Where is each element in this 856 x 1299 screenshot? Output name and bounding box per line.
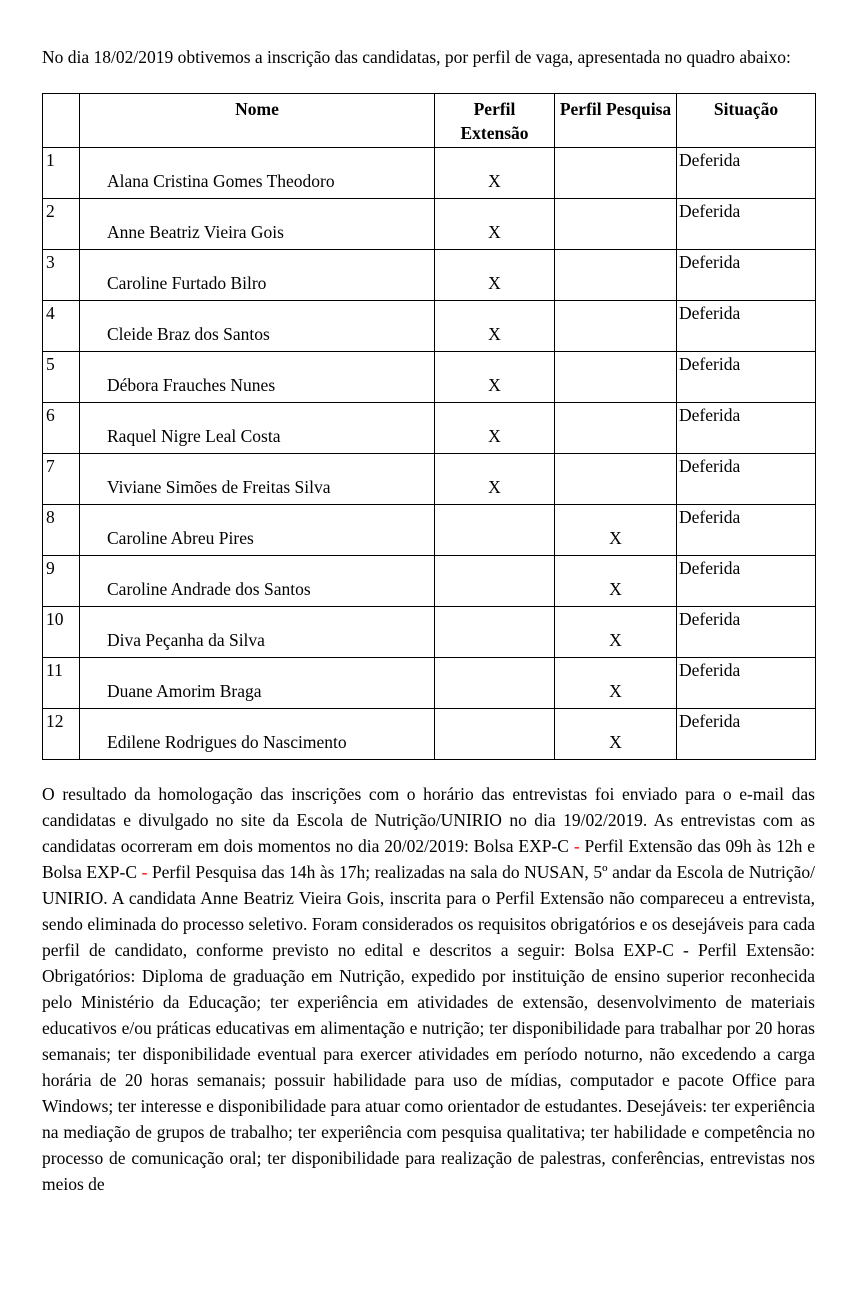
table-cell-pesquisa (555, 199, 677, 250)
table-cell-nome: Raquel Nigre Leal Costa (80, 403, 435, 454)
table-cell-pesquisa (555, 148, 677, 199)
table-cell-nome: Duane Amorim Braga (80, 658, 435, 709)
table-cell-num: 7 (43, 454, 80, 505)
table-cell-pesquisa (555, 301, 677, 352)
table-row (43, 607, 816, 658)
table-cell-nome: Débora Frauches Nunes (80, 352, 435, 403)
table-cell-pesquisa: X (555, 607, 677, 658)
table-cell-nome: Diva Peçanha da Silva (80, 607, 435, 658)
table-cell-nome: Caroline Furtado Bilro (80, 250, 435, 301)
col-header-num (43, 94, 80, 148)
table-cell-extensao (435, 607, 555, 658)
table-cell-num: 5 (43, 352, 80, 403)
body-text-segment: O resultado da homologação das inscrições com o horário das entrevistas foi enviado para o e-mail das candidatas e divulgado no site da Escola de Nutrição/UNIRIO no dia 19/02/2019. As entrevistas com as candidatas ocorreram em dois momentos no dia 20/02/2019: Bolsa EXP-C (42, 784, 815, 856)
table-cell-pesquisa: X (555, 658, 677, 709)
table-cell-extensao: X (435, 301, 555, 352)
table-cell-situacao: Deferida (677, 607, 816, 658)
body-paragraph (42, 781, 815, 1197)
table-cell-extensao: X (435, 352, 555, 403)
table-cell-num: 2 (43, 199, 80, 250)
table-cell-extensao: X (435, 199, 555, 250)
col-header-perfil-extensao: Perfil Extensão (435, 94, 555, 148)
table-cell-pesquisa (555, 403, 677, 454)
table-cell-situacao: Deferida (677, 556, 816, 607)
table-cell-nome: Edilene Rodrigues do Nascimento (80, 709, 435, 760)
table-cell-nome: Caroline Abreu Pires (80, 505, 435, 556)
table-row (43, 556, 816, 607)
table-cell-situacao: Deferida (677, 250, 816, 301)
table-cell-num: 10 (43, 607, 80, 658)
table-cell-situacao: Deferida (677, 352, 816, 403)
table-cell-extensao: X (435, 454, 555, 505)
table-cell-pesquisa: X (555, 709, 677, 760)
table-row (43, 352, 816, 403)
table-cell-situacao: Deferida (677, 301, 816, 352)
table-cell-extensao: X (435, 148, 555, 199)
table-cell-num: 9 (43, 556, 80, 607)
table-cell-num: 6 (43, 403, 80, 454)
intro-paragraph: No dia 18/02/2019 obtivemos a inscrição das candidatas, por perfil de vaga, apresentada no quadro abaixo: (42, 47, 791, 67)
table-cell-num: 1 (43, 148, 80, 199)
table-cell-extensao (435, 505, 555, 556)
table-cell-extensao: X (435, 403, 555, 454)
table-cell-extensao (435, 709, 555, 760)
table-row (43, 403, 816, 454)
table-row (43, 658, 816, 709)
table-cell-extensao (435, 658, 555, 709)
table-row (43, 250, 816, 301)
table-cell-situacao: Deferida (677, 199, 816, 250)
table-cell-num: 12 (43, 709, 80, 760)
table-body (43, 148, 816, 760)
table-cell-num: 11 (43, 658, 80, 709)
table-cell-situacao: Deferida (677, 505, 816, 556)
table-cell-nome: Viviane Simões de Freitas Silva (80, 454, 435, 505)
table-cell-pesquisa: X (555, 505, 677, 556)
table-cell-pesquisa: X (555, 556, 677, 607)
table-row (43, 454, 816, 505)
table-cell-nome: Cleide Braz dos Santos (80, 301, 435, 352)
red-hyphen: - (573, 836, 580, 856)
col-header-situacao: Situação (677, 94, 816, 148)
candidates-table (42, 93, 816, 760)
table-cell-extensao (435, 556, 555, 607)
table-row (43, 301, 816, 352)
table-row (43, 199, 816, 250)
table-cell-situacao: Deferida (677, 454, 816, 505)
table-cell-num: 3 (43, 250, 80, 301)
table-cell-pesquisa (555, 352, 677, 403)
table-cell-situacao: Deferida (677, 403, 816, 454)
table-cell-extensao: X (435, 250, 555, 301)
table-row (43, 709, 816, 760)
table-cell-nome: Caroline Andrade dos Santos (80, 556, 435, 607)
table-cell-situacao: Deferida (677, 148, 816, 199)
table-cell-num: 4 (43, 301, 80, 352)
col-header-nome: Nome (80, 94, 435, 148)
table-cell-pesquisa (555, 454, 677, 505)
table-cell-pesquisa (555, 250, 677, 301)
table-row (43, 148, 816, 199)
table-cell-num: 8 (43, 505, 80, 556)
col-header-perfil-pesquisa: Perfil Pesquisa (555, 94, 677, 148)
table-cell-nome: Alana Cristina Gomes Theodoro (80, 148, 435, 199)
table-cell-situacao: Deferida (677, 658, 816, 709)
table-row (43, 505, 816, 556)
table-cell-situacao: Deferida (677, 709, 816, 760)
red-hyphen: - (141, 862, 148, 882)
body-text-segment: Perfil Extensão das 09h às 12h e Bolsa EXP-C (42, 836, 816, 882)
table-cell-nome: Anne Beatriz Vieira Gois (80, 199, 435, 250)
table-header-row (43, 94, 816, 148)
body-text-segment: Perfil Pesquisa das 14h às 17h; realizadas na sala do NUSAN, 5º andar da Escola de Nutrição/ UNIRIO. A candidata Anne Beatriz Vieira Gois, inscrita para o Perfil Extensão não compareceu a entrevista, sendo eliminada do processo seletivo. Foram considerados os requisitos obrigatórios e os desejáveis para cada perfil de candidato, conforme previsto no edital e descritos a seguir: Bolsa EXP-C - Perfil Extensão: Obrigatórios: Diploma de graduação em Nutrição, expedido por instituição de ensino superior reconhecida pelo Ministério da Educação; ter experiência em atividades de extensão, desenvolvimento de materiais educativos e/ou práticas educativas em alimentação e nutrição; ter disponibilidade para trabalhar por 20 horas semanais; ter disponibilidade eventual para exercer atividades em período noturno, não excedendo a carga horária de 20 horas semanais; possuir habilidade para uso de mídias, computador e pacote Office para Windows; ter interesse e disponibilidade para atuar como orientador de estudantes. Desejáveis: ter experiência na mediação de grupos de trabalho; ter experiência com pesquisa qualitativa; ter habilidade e competência no processo de comunicação oral; ter disponibilidade para realização de palestras, conferências, entrevistas nos meios de (42, 862, 815, 1194)
